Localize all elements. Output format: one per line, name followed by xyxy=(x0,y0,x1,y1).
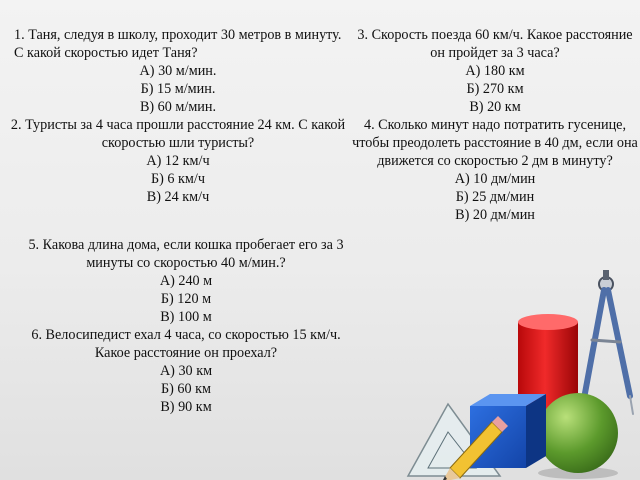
problem-6-answer-c: В) 90 км xyxy=(160,399,212,415)
problem-2-answer-b: Б) 6 км/ч xyxy=(150,171,205,187)
problem-1-answer-c: В) 60 м/мин. xyxy=(139,99,217,115)
problem-4-answer-b: Б) 25 дм/мин xyxy=(455,189,535,205)
problem-4-question: 4. Сколько минут надо потратить гусенице, чтобы преодолеть расстояние в 40 дм, если она движется со скоростью 2 дм в минуту? xyxy=(352,117,638,169)
problem-5-question: 5. Какова длина дома, если кошка пробегает его за 3 минуты со скоростью 40 м/мин.? xyxy=(28,237,344,271)
problem-1-question: 1. Таня, следуя в школу, проходит 30 метров в минуту. С какой скоростью идет Таня? xyxy=(14,27,342,61)
problem-4-answer-a: А) 10 дм/мин xyxy=(454,171,536,187)
problem-4-answer-c: В) 20 дм/мин xyxy=(455,207,535,223)
problem-5-answer-b: Б) 120 м xyxy=(160,291,212,307)
problem-3-answer-c: В) 20 км xyxy=(469,99,521,115)
problem-1-answer-a: А) 30 м/мин. xyxy=(139,63,217,79)
problem-6-answer-a: А) 30 км xyxy=(159,363,213,379)
problem-2-question: 2. Туристы за 4 часа прошли расстояние 24 км. С какой скоростью шли туристы? xyxy=(10,117,346,151)
problem-2-answer-c: В) 24 км/ч xyxy=(146,189,210,205)
problem-1-answer-b: Б) 15 м/мин. xyxy=(140,81,216,97)
problem-3-answer-a: А) 180 км xyxy=(465,63,525,79)
problem-3-question: 3. Скорость поезда 60 км/ч. Какое расстояние он пройдет за 3 часа? xyxy=(357,27,633,61)
problem-3-answer-b: Б) 270 км xyxy=(466,81,524,97)
problem-2-answer-a: А) 12 км/ч xyxy=(146,153,210,169)
green-sphere-icon xyxy=(538,393,618,479)
blue-cube-icon xyxy=(470,394,546,468)
problem-6-answer-b: Б) 60 км xyxy=(160,381,212,397)
problem-5-answer-a: А) 240 м xyxy=(159,273,213,289)
problem-5-answer-c: В) 100 м xyxy=(160,309,212,325)
problem-6-question: 6. Велосипедист ехал 4 часа, со скоростью 15 км/ч. Какое расстояние он проехал? xyxy=(31,327,341,361)
